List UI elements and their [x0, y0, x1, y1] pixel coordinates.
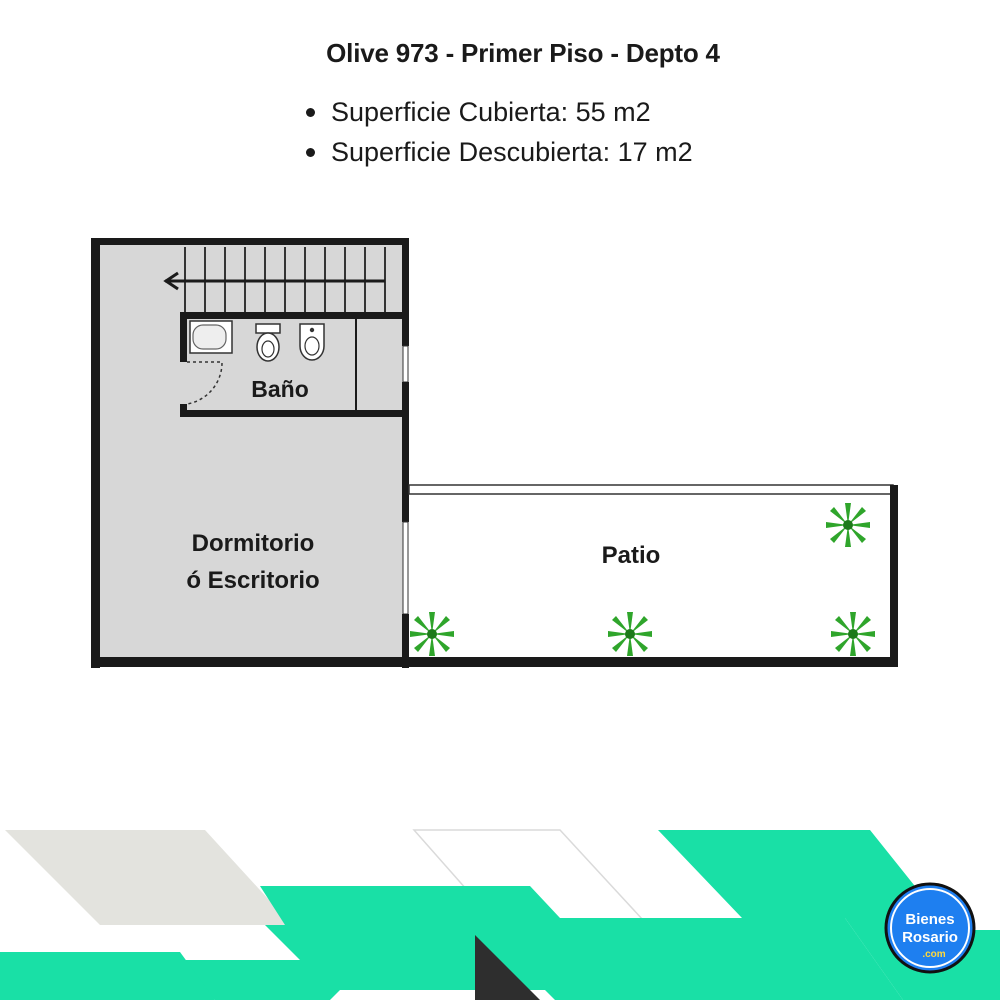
window-right-1: [403, 346, 408, 382]
patio-top-edge: [409, 485, 893, 494]
plant-icon: [831, 612, 875, 656]
logo-line2: Rosario: [902, 929, 958, 946]
bath-wall-left-stub: [180, 404, 187, 417]
area-uncovered: Superficie Descubierta: 17 m2: [304, 132, 693, 172]
area-covered: Superficie Cubierta: 55 m2: [304, 92, 693, 132]
bidet-icon: [300, 324, 324, 360]
bath-wall-top: [180, 312, 402, 319]
room-label-bano: Baño: [251, 376, 309, 402]
wall-right-mid: [402, 382, 409, 522]
room-label-escritorio: ó Escritorio: [186, 567, 320, 594]
logo-bienes-rosario: [886, 884, 974, 972]
room-label-dormitorio: Dormitorio: [191, 530, 315, 557]
logo-line1: Bienes: [905, 911, 955, 928]
bath-wall-left: [180, 312, 187, 362]
wall-left: [91, 238, 100, 668]
deco-grey-shape: [5, 830, 292, 925]
logo-line3: .com: [922, 949, 946, 960]
plant-icon: [410, 612, 454, 656]
wall-right-upper: [402, 238, 409, 346]
wall-bottom: [91, 657, 898, 667]
patio-wall-right: [890, 485, 898, 667]
wall-top: [91, 238, 409, 245]
interior-floor: [96, 243, 405, 661]
bathtub-icon: [190, 321, 232, 353]
bath-wall-bottom: [180, 410, 402, 417]
plant-icon: [826, 503, 870, 547]
toilet-icon: [256, 324, 280, 361]
window-right-2: [403, 522, 408, 614]
deco-green-left: [0, 952, 215, 1000]
page-title: Olive 973 - Primer Piso - Depto 4: [326, 38, 720, 68]
room-label-patio: Patio: [601, 542, 661, 569]
plant-icon: [608, 612, 652, 656]
